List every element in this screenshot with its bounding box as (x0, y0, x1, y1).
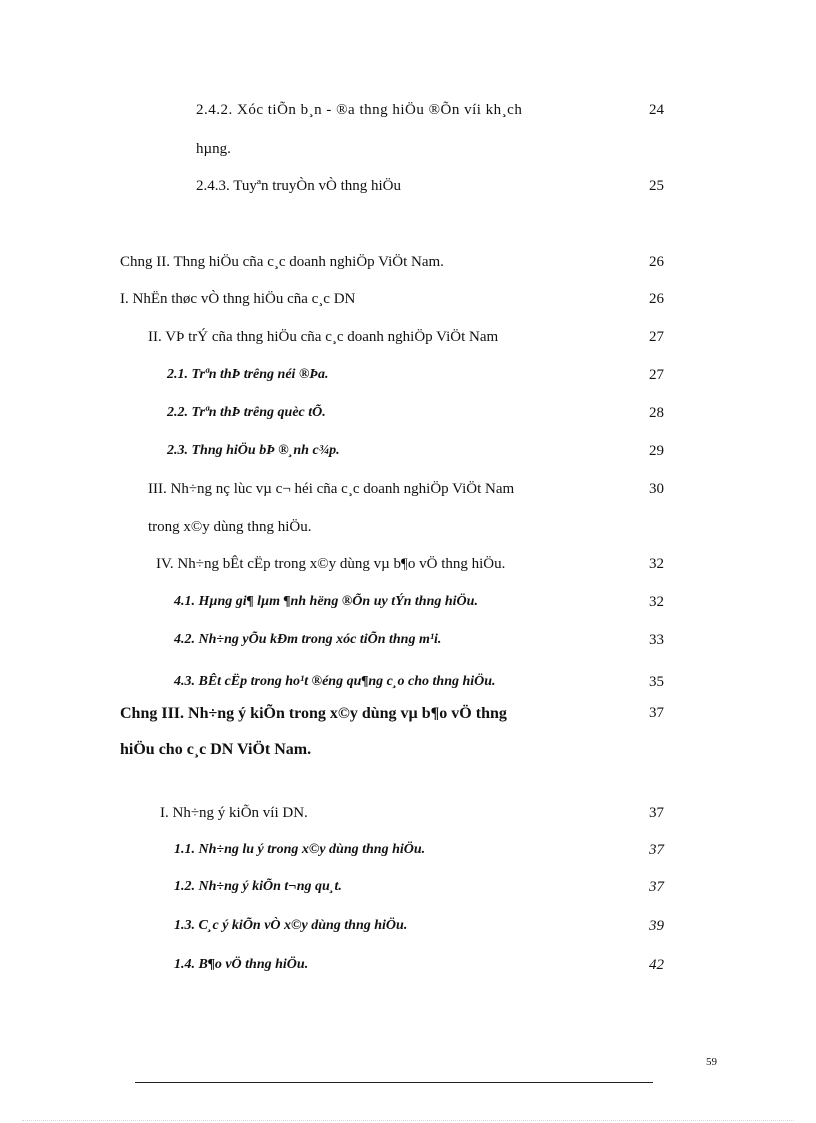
toc-entry-page: 26 (649, 291, 664, 307)
toc-entry-title: Chng II. Thng hiÖu cña c¸c doanh nghiÖp ViÖt Nam. (120, 254, 444, 270)
toc-entry-page: 28 (649, 405, 664, 421)
toc-entry-title: 4.1. Hµng gi¶ lµm ¶nh hëng ®Õn uy tÝn thng hiÖu. (174, 594, 478, 609)
page-number: 59 (706, 1056, 717, 1068)
toc-entry-title: I. Nh÷ng ý kiÕn víi DN. (160, 805, 308, 821)
toc-entry-page: 37 (649, 842, 664, 858)
toc-entry (0, 519, 816, 557)
toc-entry-title: 4.2. Nh÷ng yÕu kÐm trong xóc tiÕn thng m¹i. (174, 632, 442, 647)
toc-entry-page: 42 (649, 957, 664, 973)
page-edge-dotted-line (22, 1120, 794, 1121)
toc-entry-page: 27 (649, 329, 664, 345)
toc-entry-title: 2.4.3. Tuyªn truyÒn vÒ thng hiÖu (196, 178, 401, 194)
toc-entry (0, 741, 816, 779)
toc-entry-page: 37 (649, 705, 664, 721)
toc-entry (0, 329, 816, 367)
toc-entry-page: 37 (649, 805, 664, 821)
footer-divider (135, 1082, 653, 1083)
toc-entry-page: 32 (649, 594, 664, 610)
toc-entry-page: 29 (649, 443, 664, 459)
toc-entry (0, 705, 816, 743)
toc-entry-title: hµng. (196, 141, 231, 157)
toc-entry-page: 25 (649, 178, 664, 194)
toc-entry (0, 178, 816, 216)
toc-entry-title: 1.3. C¸c ý kiÕn vÒ x©y dùng thng hiÖu. (174, 918, 408, 933)
toc-entry-title: III. Nh÷ng nç lùc vµ c¬ héi cña c¸c doanh nghiÖp ViÖt Nam (148, 481, 515, 497)
toc-entry-page: 24 (649, 102, 664, 118)
toc-entry-page: 27 (649, 367, 664, 383)
toc-entry (0, 842, 816, 880)
toc-entry (0, 291, 816, 329)
toc-entry (0, 805, 816, 843)
toc-entry-page: 37 (649, 879, 664, 895)
toc-entry-title: 2.1. Trªn thÞ trêng néi ®Þa. (167, 367, 329, 382)
toc-entry-title: 1.4. B¶o vÖ thng hiÖu. (174, 957, 309, 972)
toc-entry (0, 102, 816, 140)
toc-entry (0, 594, 816, 632)
toc-entry (0, 918, 816, 956)
toc-entry (0, 879, 816, 917)
toc-entry (0, 254, 816, 292)
toc-entry-page: 26 (649, 254, 664, 270)
toc-entry (0, 141, 816, 179)
toc-entry (0, 556, 816, 594)
toc-entry-title: II. VÞ trÝ cña thng hiÖu cña c¸c doanh nghiÖp ViÖt Nam (148, 329, 499, 345)
toc-entry-title: hiÖu cho c¸c DN ViÖt Nam. (120, 741, 312, 758)
toc-entry-page: 39 (649, 918, 664, 934)
toc-entry-title: IV. Nh÷ng bÊt cËp trong x©y dùng vµ b¶o vÖ thng hiÖu. (156, 556, 506, 572)
toc-entry-page: 35 (649, 674, 664, 690)
toc-entry-title: 2.3. Thng hiÖu bÞ ®¸nh c¾p. (167, 443, 340, 458)
toc-entry-page: 32 (649, 556, 664, 572)
toc-entry-title: 1.1. Nh÷ng lu ý trong x©y dùng thng hiÖu. (174, 842, 426, 857)
toc-entry (0, 957, 816, 995)
toc-entry-page: 30 (649, 481, 664, 497)
toc-entry-title: trong x©y dùng thng hiÖu. (148, 519, 312, 535)
toc-entry-title: 1.2. Nh÷ng ý kiÕn t¬ng qu¸t. (174, 879, 342, 894)
toc-entry-title: Chng III. Nh÷ng ý kiÕn trong x©y dùng vµ b¶o vÖ thng (120, 705, 507, 722)
toc-entry (0, 405, 816, 443)
toc-entry-title: 4.3. BÊt cËp trong ho¹t ®éng qu¶ng c¸o cho thng hiÖu. (174, 674, 496, 689)
toc-entry-title: 2.4.2. Xóc tiÕn b¸n - ®a thng hiÖu ®Õn víi kh¸ch (196, 102, 523, 118)
toc-entry (0, 443, 816, 481)
toc-entry (0, 481, 816, 519)
toc-entry-page: 33 (649, 632, 664, 648)
toc-entry (0, 632, 816, 670)
toc-entry (0, 367, 816, 405)
toc-entry-title: 2.2. Trªn thÞ trêng quèc tÕ. (167, 405, 326, 420)
toc-entry-title: I. NhËn thøc vÒ thng hiÖu cña c¸c DN (120, 291, 356, 307)
